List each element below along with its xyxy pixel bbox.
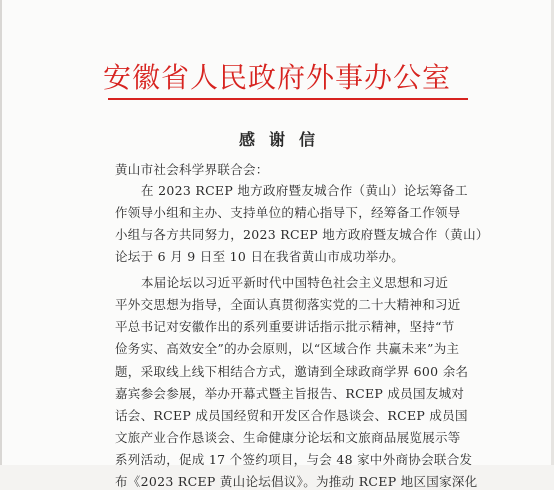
letter-body-line: 平总书记对安徽作出的系列重要讲话指示批示精神，坚持“节 — [115, 319, 455, 334]
letterhead-red-rule — [108, 98, 468, 100]
letter-body-line: 作领导小组和主办、支持单位的精心指导下，经筹备工作领导 — [115, 205, 461, 220]
letter-body-line: 在 2023 RCEP 地方政府暨友城合作（黄山）论坛筹备工 — [141, 183, 468, 198]
letter-body-line: 嘉宾参会参展，举办开幕式暨主旨报告、RCEP 成员国友城对 — [115, 386, 465, 401]
letter-body-line: 布《2023 RCEP 黄山论坛倡议》。为推动 RCEP 地区国家深化 — [115, 474, 478, 489]
letter-body-line: 文旅产业合作恳谈会、生命健康分论坛和文旅商品展览展示等 — [115, 430, 461, 445]
letter-title: 感谢信 — [238, 130, 329, 149]
letter-body-line: 系列活动，促成 17 个签约项目，与会 48 家中外商协会联合发 — [115, 452, 473, 467]
letter-salutation: 黄山市社会科学界联合会： — [115, 162, 269, 177]
letter-body-line: 题，采取线上线下相结合方式，邀请到全球政商学界 600 余名 — [115, 364, 469, 379]
letter-body-line: 本届论坛以习近平新时代中国特色社会主义思想和习近 — [141, 275, 449, 290]
letter-body-line: 话会、RCEP 成员国经贸和开发区合作恳谈会、RCEP 成员国 — [115, 408, 468, 423]
letter-body-line: 论坛于 6 月 9 日至 10 日在我省黄山市成功举办。 — [115, 249, 405, 264]
letter-body-line: 小组与各方共同努力，2023 RCEP 地方政府暨友城合作（黄山） — [115, 227, 489, 242]
letter-body-line: 平外交思想为指导，全面认真贯彻落实党的二十大精神和习近 — [115, 297, 461, 312]
letterhead-org-name: 安徽省人民政府外事办公室 — [102, 61, 451, 94]
letter-body-line: 俭务实、高效安全”的办会原则，以“区域合作 共赢未来”为主 — [115, 341, 460, 356]
